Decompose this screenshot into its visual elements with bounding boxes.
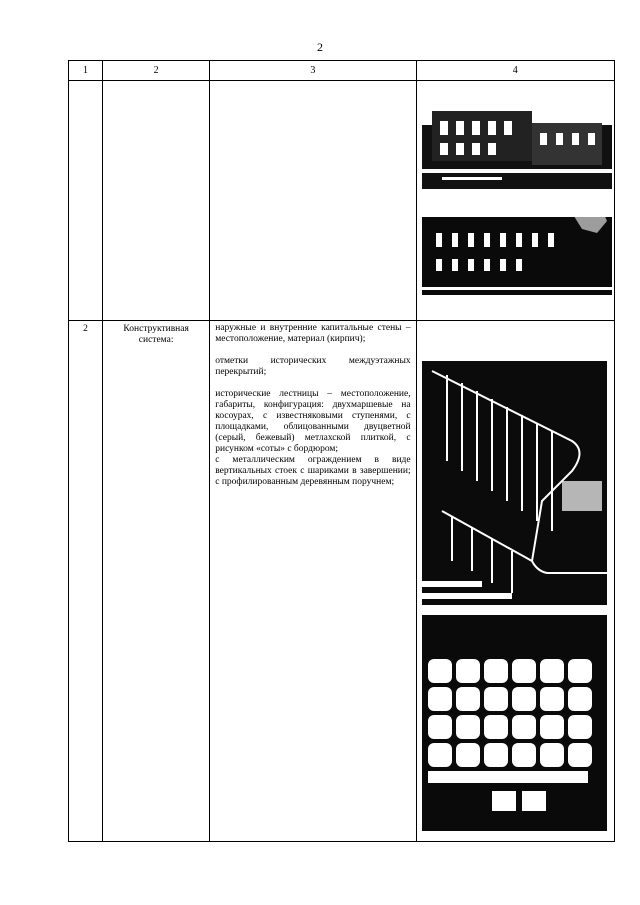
row-number-cell: 2	[69, 321, 103, 842]
floor-tile-photo	[422, 615, 607, 831]
header-cell-4: 4	[416, 61, 614, 81]
description-paragraph: отметки исторических междуэтажных перекрытий;	[215, 356, 411, 377]
table-header-row	[69, 61, 615, 81]
header-cell-2: 2	[103, 61, 210, 81]
page-number: 2	[317, 40, 323, 54]
row-photo-cell	[416, 321, 614, 842]
row-description-cell	[210, 81, 416, 321]
row-label-cell: Конструктивная система:	[103, 321, 210, 842]
building-facade-photo	[422, 95, 612, 189]
header-cell-3: 3	[210, 61, 416, 81]
table-row	[69, 81, 615, 321]
description-paragraph: с металлическим ограждением в виде вертикальных стоек с шариками в завершении; с профилированным деревянным поручнем;	[215, 455, 411, 487]
staircase-railing-photo	[422, 361, 607, 605]
row-label-cell	[103, 81, 210, 321]
description-paragraph: исторические лестницы – местоположение, габариты, конфигурация: двухмаршевые на косоурах, с известняковыми ступенями, с площадками, облицованными двуцветной (серый, бежевый) метлахской плиткой, с рисунком «соты» с бордюром;	[215, 389, 411, 454]
table-row	[69, 321, 615, 842]
monument-subject-table	[68, 60, 615, 842]
header-cell-1: 1	[69, 61, 103, 81]
building-side-photo	[422, 203, 612, 295]
description-paragraph: наружные и внутренние капитальные стены – местоположение, материал (кирпич);	[215, 323, 411, 344]
row-photo-cell	[416, 81, 614, 321]
row-number-cell	[69, 81, 103, 321]
row-description-cell	[210, 321, 416, 842]
